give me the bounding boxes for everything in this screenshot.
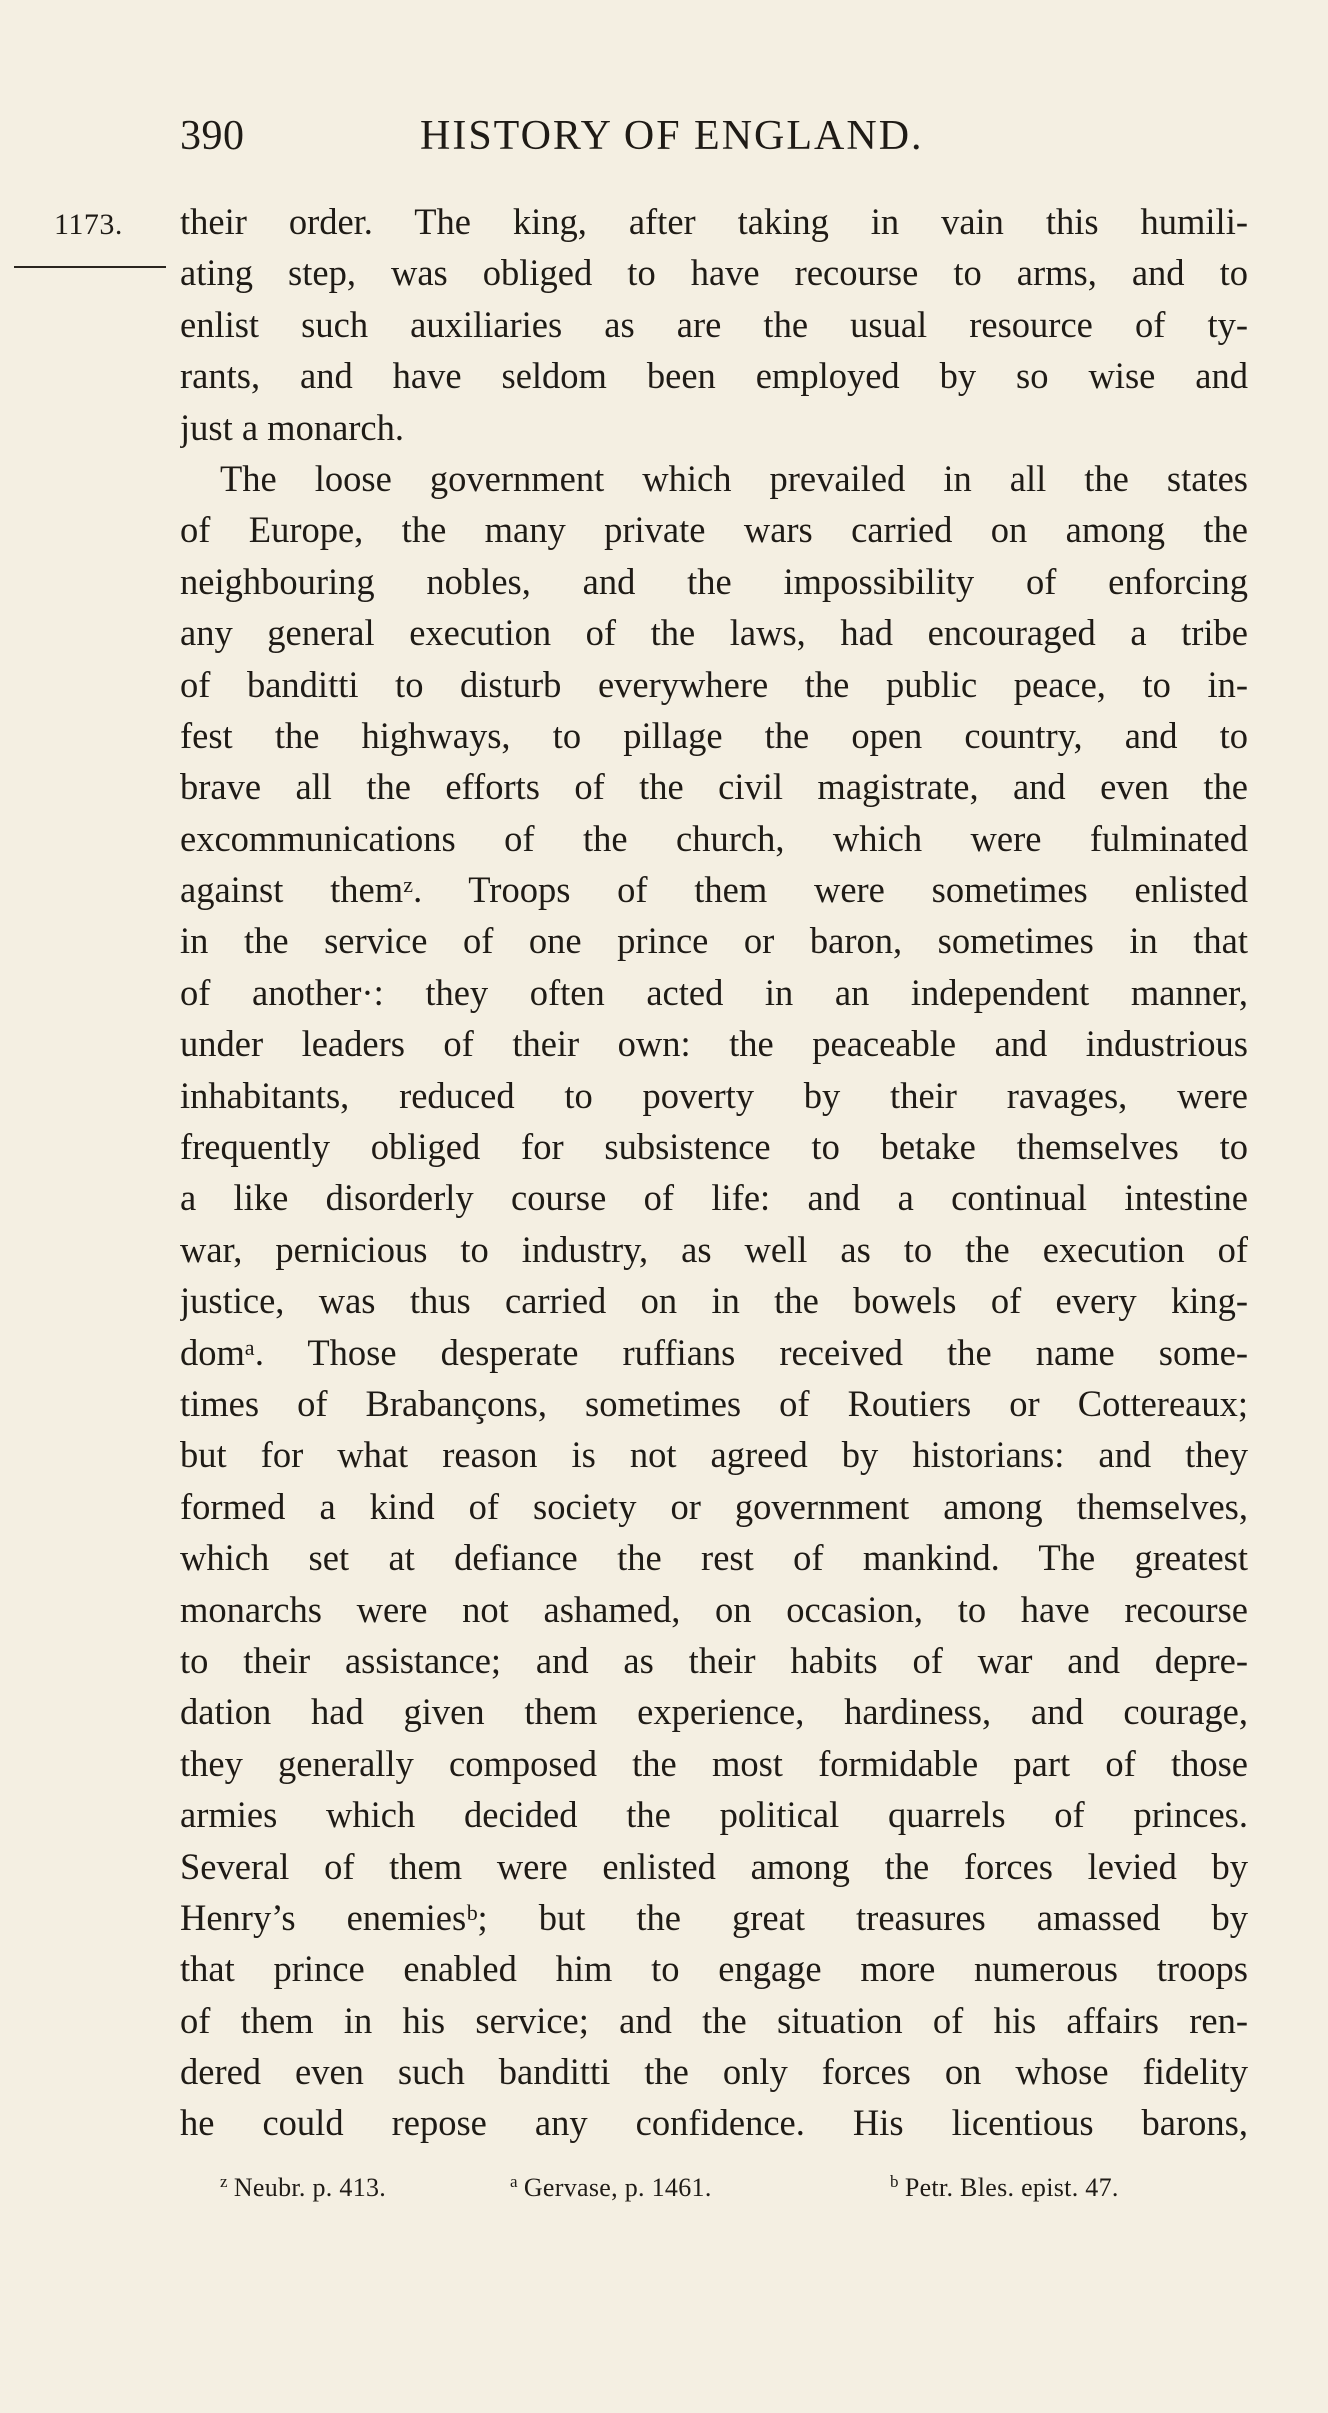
footnote-mark: a (510, 2172, 518, 2191)
text-line: formed a kind of society or government among themselves, (180, 1485, 1248, 1527)
text-line: dation had given them experience, hardiness, and courage, (180, 1691, 1248, 1733)
footnotes (180, 2172, 1248, 2222)
text-line: frequently obliged for subsistence to betake themselves to (180, 1126, 1248, 1168)
text-line: that prince enabled him to engage more numerous troops (180, 1948, 1248, 1990)
text-line: against themᶻ. Troops of them were sometimes enlisted (180, 869, 1248, 911)
text-line: times of Brabançons, sometimes of Routiers or Cottereaux; (180, 1382, 1248, 1424)
text-line: dered even such banditti the only forces on whose fidelity (180, 2051, 1248, 2093)
text-line: Several of them were enlisted among the forces levied by (180, 1845, 1248, 1887)
text-line: brave all the efforts of the civil magistrate, and even the (180, 766, 1248, 808)
text-line: ating step, was obliged to have recourse to arms, and to (180, 252, 1248, 294)
text-line: enlist such auxiliaries as are the usual resource of ty- (180, 303, 1248, 345)
text-line: of another·: they often acted in an independent manner, (180, 971, 1248, 1013)
text-line: but for what reason is not agreed by historians: and they (180, 1434, 1248, 1476)
page-number: 390 (180, 113, 245, 159)
footnote-text: Gervase, p. 1461. (523, 2173, 712, 2202)
margin-year-note: 1173. (54, 208, 123, 241)
text-line: war, pernicious to industry, as well as to the execution of (180, 1228, 1248, 1270)
text-line: justice, was thus carried on in the bowels of every king- (180, 1280, 1248, 1322)
text-line: which set at defiance the rest of mankind. The greatest (180, 1537, 1248, 1579)
footnote (220, 2172, 386, 2203)
footnote-text: Petr. Bles. epist. 47. (904, 2173, 1119, 2202)
text-line: monarchs were not ashamed, on occasion, to have recourse (180, 1588, 1248, 1630)
text-line: under leaders of their own: the peaceable and industrious (180, 1023, 1248, 1065)
margin-rule (14, 266, 166, 268)
text-line: to their assistance; and as their habits of war and depre- (180, 1639, 1248, 1681)
text-line: of Europe, the many private wars carried on among the (180, 509, 1248, 551)
text-line: domᵃ. Those desperate ruffians received the name some- (180, 1331, 1248, 1373)
text-line: inhabitants, reduced to poverty by their ravages, were (180, 1074, 1248, 1116)
footnote (890, 2172, 1119, 2203)
text-line: just a monarch. (180, 406, 405, 448)
text-line: in the service of one prince or baron, sometimes in that (180, 920, 1248, 962)
footnote-text: Neubr. p. 413. (233, 2173, 387, 2202)
text-line: of banditti to disturb everywhere the public peace, to in- (180, 663, 1248, 705)
footnote-mark: b (890, 2172, 899, 2191)
text-line: he could repose any confidence. His licentious barons, (180, 2102, 1248, 2144)
text-line: a like disorderly course of life: and a continual intestine (180, 1177, 1248, 1219)
text-line: of them in his service; and the situation of his affairs ren- (180, 1999, 1248, 2041)
text-line: they generally composed the most formidable part of those (180, 1742, 1248, 1784)
text-line: fest the highways, to pillage the open country, and to (180, 714, 1248, 756)
page-title: HISTORY OF ENGLAND. (420, 113, 924, 159)
text-line: neighbouring nobles, and the impossibility of enforcing (180, 560, 1248, 602)
body-text (180, 196, 1248, 2149)
text-line: rants, and have seldom been employed by so wise and (180, 355, 1248, 397)
running-head (180, 112, 1260, 172)
footnote-mark: z (220, 2172, 228, 2191)
footnote (510, 2172, 712, 2203)
text-line: any general execution of the laws, had encouraged a tribe (180, 612, 1248, 654)
text-line: armies which decided the political quarrels of princes. (180, 1794, 1248, 1836)
text-line: excommunications of the church, which were fulminated (180, 817, 1248, 859)
text-line: The loose government which prevailed in all the states (220, 457, 1248, 499)
text-line: Henry’s enemiesᵇ; but the great treasures amassed by (180, 1896, 1248, 1938)
text-line: their order. The king, after taking in vain this humili- (180, 201, 1248, 242)
